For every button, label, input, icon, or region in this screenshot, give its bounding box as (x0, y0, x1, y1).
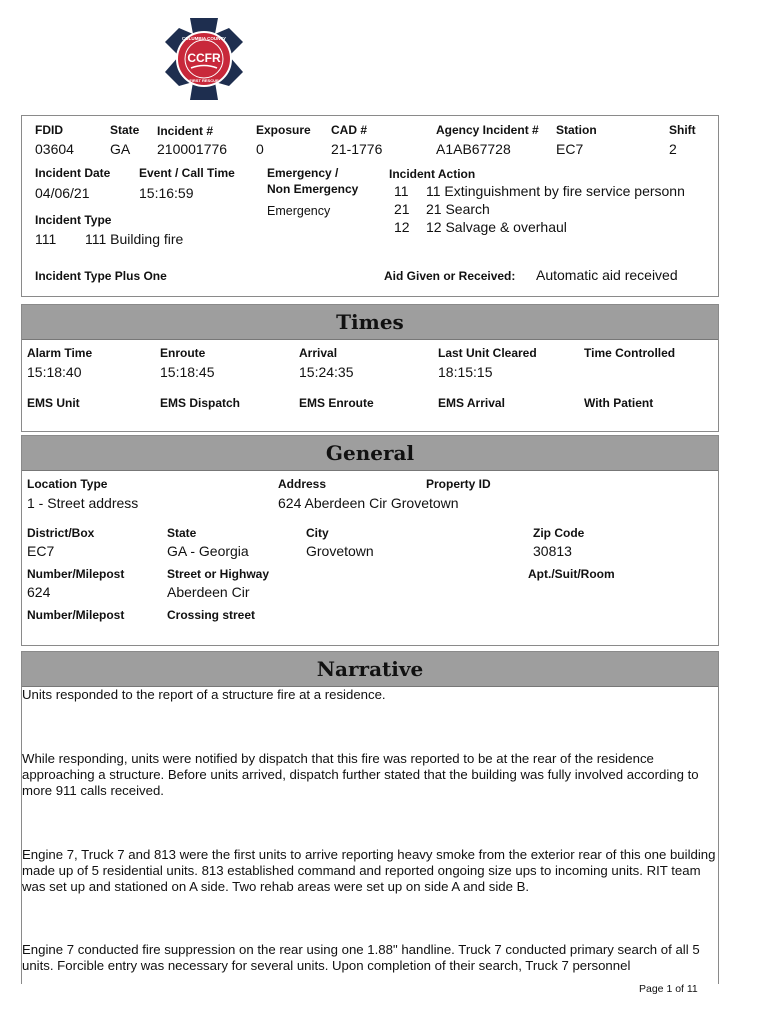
incident-action-label: Incident Action (389, 167, 476, 181)
general-state-value: GA - Georgia (167, 543, 249, 559)
incident-date-value: 04/06/21 (35, 185, 90, 201)
event-time-label: Event / Call Time (139, 166, 235, 180)
exposure-label: Exposure (256, 123, 311, 137)
cad-label: CAD # (331, 123, 368, 137)
station-value: EC7 (556, 141, 584, 157)
number-milepost-2-label: Number/Milepost (27, 608, 125, 622)
ems-arrival-label: EMS Arrival (438, 396, 505, 410)
incident-type-value: 111 Building fire (85, 231, 184, 247)
logo-arc-top: COLUMBIA COUNTY (181, 36, 227, 41)
ccfr-logo (163, 16, 245, 102)
state-value: GA (110, 141, 131, 157)
incident-type-label: Incident Type (35, 213, 112, 227)
incident-number-value: 210001776 (157, 141, 228, 157)
agency-incident-label: Agency Incident # (436, 123, 539, 137)
station-label: Station (556, 123, 597, 137)
logo-text: CCFR (187, 51, 221, 65)
street-label: Street or Highway (167, 567, 270, 581)
alarm-time-value: 15:18:40 (27, 364, 82, 380)
district-label: District/Box (27, 526, 95, 540)
narrative-header: Narrative (22, 652, 718, 687)
action-1-text: 11 Extinguishment by fire service personn (426, 183, 685, 199)
narrative-paragraph-4: Engine 7 conducted fire suppression on the rear using one 1.88" handline. Truck 7 conducted primary search of all 5 units. Forcible entry was necessary for several units. Upon completion of their search, Truck 7 personnel (22, 942, 700, 973)
arrival-label: Arrival (299, 346, 338, 360)
with-patient-label: With Patient (584, 396, 654, 410)
enroute-label: Enroute (160, 346, 206, 360)
location-type-label: Location Type (27, 477, 108, 491)
district-value: EC7 (27, 543, 55, 559)
state-label: State (110, 123, 140, 137)
zip-label: Zip Code (533, 526, 585, 540)
street-value: Aberdeen Cir (167, 584, 250, 600)
time-controlled-label: Time Controlled (584, 346, 676, 360)
crossing-street-label: Crossing street (167, 608, 256, 622)
general-header: General (22, 436, 718, 471)
type-plus-one-label: Incident Type Plus One (35, 269, 167, 283)
shift-label: Shift (669, 123, 696, 137)
last-unit-cleared-label: Last Unit Cleared (438, 346, 537, 360)
incident-type-code: 111 (35, 231, 57, 247)
emergency-value: Emergency (267, 204, 331, 218)
action-3-code: 12 (394, 219, 410, 235)
number-milepost-value: 624 (27, 584, 51, 600)
city-value: Grovetown (306, 543, 374, 559)
logo-arc-bottom: FIRST RESCUE (189, 78, 219, 83)
aid-label: Aid Given or Received: (384, 269, 516, 283)
incident-section (21, 115, 719, 297)
fdid-label: FDID (35, 123, 63, 137)
ems-unit-label: EMS Unit (27, 396, 80, 410)
action-3-text: 12 Salvage & overhaul (426, 219, 567, 235)
alarm-time-label: Alarm Time (27, 346, 93, 360)
exposure-value: 0 (256, 141, 264, 157)
address-label: Address (278, 477, 327, 491)
aid-value: Automatic aid received (536, 267, 678, 283)
property-id-label: Property ID (426, 477, 491, 491)
action-2-text: 21 Search (426, 201, 490, 217)
narrative-paragraph-2: While responding, units were notified by dispatch that this fire was reported to be at the rear of the residence approaching a structure. Before units arrived, dispatch further stated that the building was fully involved according to more 911 calls received. (22, 751, 699, 798)
ems-dispatch-label: EMS Dispatch (160, 396, 241, 410)
page-number: Page 1 of 11 (639, 983, 698, 995)
event-time-value: 15:16:59 (139, 185, 194, 201)
action-1-code: 11 (394, 183, 409, 199)
emergency-label-2: Non Emergency (267, 182, 359, 196)
incident-date-label: Incident Date (35, 166, 111, 180)
action-2-code: 21 (394, 201, 410, 217)
cad-value: 21-1776 (331, 141, 383, 157)
shift-value: 2 (669, 141, 677, 157)
times-section (21, 304, 719, 432)
general-section (21, 435, 719, 646)
agency-incident-value: A1AB67728 (436, 141, 511, 157)
number-milepost-label: Number/Milepost (27, 567, 125, 581)
incident-number-label: Incident # (157, 124, 214, 138)
address-value: 624 Aberdeen Cir Grovetown (278, 495, 459, 511)
narrative-paragraph-3: Engine 7, Truck 7 and 813 were the first units to arrive reporting heavy smoke from the exterior rear of this one building made up of 5 residential units. 813 established command and reported ongoing size ups to incoming units. RIT team was set up and stationed on A side. Two rehab areas were set up on side A and side B. (22, 847, 716, 894)
narrative-paragraph-1: Units responded to the report of a structure fire at a residence. (22, 687, 386, 702)
last-unit-cleared-value: 18:15:15 (438, 364, 493, 380)
general-state-label: State (167, 526, 197, 540)
location-type-value: 1 - Street address (27, 495, 139, 511)
city-label: City (306, 526, 329, 540)
arrival-value: 15:24:35 (299, 364, 354, 380)
ems-enroute-label: EMS Enroute (299, 396, 374, 410)
times-header: Times (22, 305, 718, 340)
fdid-value: 03604 (35, 141, 74, 157)
apt-label: Apt./Suit/Room (528, 567, 615, 581)
enroute-value: 15:18:45 (160, 364, 215, 380)
emergency-label-1: Emergency / (267, 166, 339, 180)
zip-value: 30813 (533, 543, 572, 559)
